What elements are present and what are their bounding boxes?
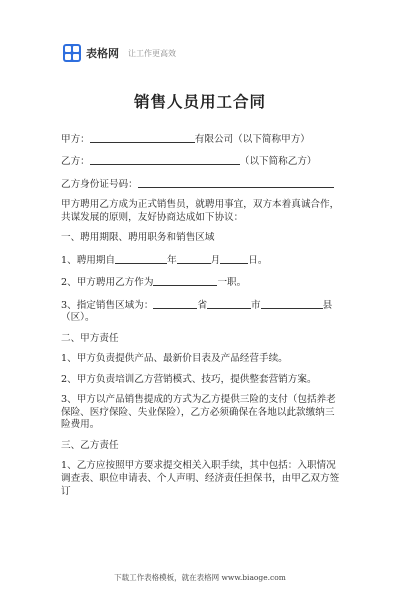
term-start-blank (115, 253, 167, 264)
party-b-line (61, 154, 341, 169)
region-line (61, 298, 341, 326)
party-a-suffix: 有限公司（以下简称甲方） (194, 134, 310, 145)
logo-name: 表格网 (86, 47, 119, 60)
province-blank (153, 298, 197, 309)
page-footer: 下载工作表格模板，就在表格网 www.biaoge.com (114, 573, 286, 582)
county-blank (261, 298, 323, 309)
party-b-suffix: （以下简称乙方） (239, 156, 317, 168)
id-line (61, 177, 341, 192)
party-b-duty-1: 1、乙方应按照甲方要求提交相关入职手续，其中包括：入职情况调查表、职位申请表、个人声明、经济责任担保书，由甲乙双方签订 (61, 460, 340, 497)
city-label: 市 (251, 299, 261, 311)
brand-header (63, 42, 176, 64)
term-year-label: 年 (167, 254, 177, 266)
job-line (61, 275, 341, 290)
logo-slogan: 让工作更高效 (128, 48, 176, 58)
section-3-title: 三、乙方责任 (61, 439, 119, 451)
county-label: 县 (322, 299, 333, 311)
term-month-blank (177, 253, 211, 264)
contract-body (61, 132, 341, 506)
term-month-label: 月 (210, 254, 221, 266)
job-blank (153, 275, 217, 286)
district-label: （区）。 (61, 312, 95, 324)
section-1-title: 一、聘用期限、聘用职务和销售区域 (61, 232, 215, 244)
intro-paragraph: 甲方聘用乙方成为正式销售员，就聘用事宜，双方本着真诚合作，共谋发展的原则，友好协商达成如下协议： (61, 199, 340, 223)
province-label: 省 (197, 299, 208, 311)
party-a-blank (90, 132, 195, 143)
term-line (61, 253, 341, 268)
party-a-line (61, 132, 341, 147)
region-prefix: 3、指定销售区域为： (61, 299, 154, 311)
term-day-label: 日。 (248, 254, 268, 266)
id-label: 乙方身份证号码： (61, 178, 138, 190)
job-prefix: 2、甲方聘用乙方作为 (61, 277, 154, 289)
party-b-blank (90, 154, 240, 165)
party-a-duty-1: 1、甲方负责提供产品、最新价目表及产品经营手续。 (61, 353, 288, 365)
section-2-title: 二、甲方责任 (61, 332, 119, 344)
party-b-label: 乙方： (61, 156, 90, 168)
term-day-blank (220, 253, 248, 264)
party-a-label: 甲方： (61, 134, 90, 145)
document-title: 销售人员用工合同 (133, 92, 266, 111)
id-blank (138, 177, 334, 188)
term-prefix: 1、聘用期自 (61, 254, 116, 266)
job-suffix: 一职。 (217, 277, 247, 289)
logo-icon (63, 44, 81, 62)
city-blank (207, 298, 251, 309)
party-a-duty-2: 2、甲方负责培训乙方营销模式、技巧，提供整套营销方案。 (61, 373, 317, 385)
party-a-duty-3: 3、甲方以产品销售提成的方式为乙方提供三险的支付（包括养老保险、医疗保险、失业保险），乙方必须确保在各地以此款缴纳三险费用。 (61, 393, 336, 431)
